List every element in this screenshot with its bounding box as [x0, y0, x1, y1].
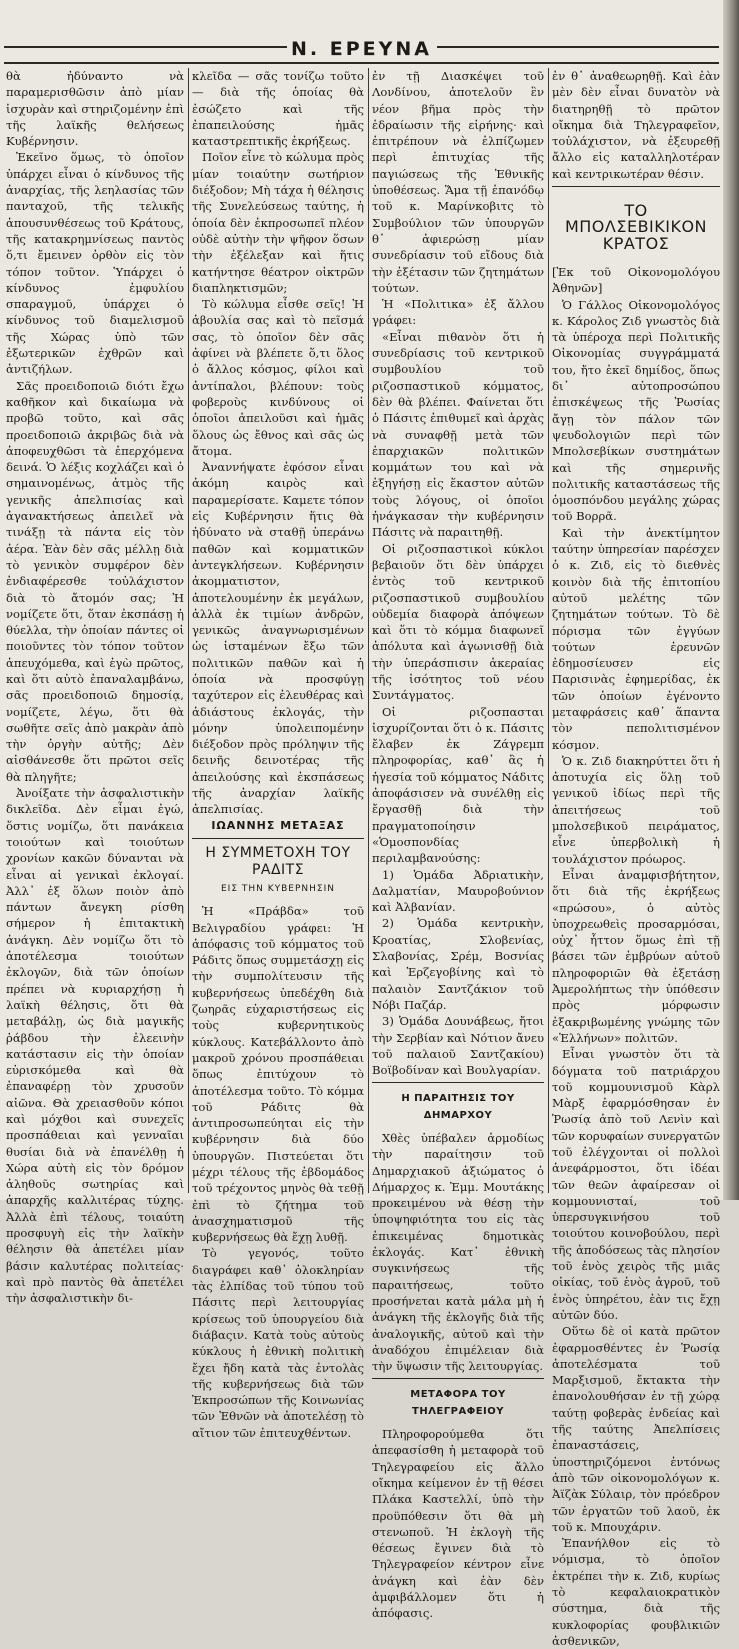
paragraph: Ὁ Γάλλος Οἰκονομολόγος κ. Κάρολος Ζιδ γνωστὸς διὰ τὰ ὑπέροχα περὶ Πολιτικῆς Οἰκονομίας συγγράμματά του, ἤτο ἐκεῖ δημίδος, ὅπως δι᾽ αὐτοπροσώπου ἐπισκέψεως τῆς Ῥωσίας ἄγῃ τὸν πάλον τῶν ψευδολογιῶν περὶ τῶν Μπολσεβίκων συστημάτων καὶ τῆς σημερινῆς πολιτικῆς καταστάσεως τῆς ὁμοσπόνδου μεγάλης χώρας τοῦ Βορρᾶ. — [552, 297, 720, 524]
article-signature: ΙΩΑΝΝΗΣ ΜΕΤΑΞΑΣ — [211, 818, 345, 832]
paragraph: Ποῖον εἶνε τὸ κώλυμα πρὸς μίαν τοιαύτην σωτήριον διέξοδον; Μὴ τάχα ἡ θέλησις τῆς Συνελεύσεως ταύτης, ἡ ὁποία δὲν ἐκπροσωπεῖ πλέον οὐδὲ αὐτὴν τὴν ψῆφον ὅσων τὴν ἐξέλεξαν καὶ ἥτις κατήντησε θέατρον οἰκτρῶν διαπληκτισμῶν; — [192, 150, 364, 295]
masthead-bottom-rule — [4, 62, 719, 64]
paragraph: Ἡ «Πολιτικα» ἐξ ἄλλου γράφει: — [372, 297, 544, 328]
column-4 — [552, 68, 720, 1648]
subheadline-radits: ΕΙΣ ΤΗΝ ΚΥΒΕΡΝΗΣΙΝ — [220, 883, 335, 894]
column-3 — [372, 68, 544, 1621]
source-note: [Ἐκ τοῦ Οἰκονομολόγου Ἀθηνῶν] — [552, 264, 720, 296]
paragraph: 2) Ὁμάδα κεντρικὴν, Κροατίας, Σλοβενίας, Σλαβονίας, Σρέμ, Βοσνίας καὶ Ἑρζεγοβίνης καὶ τὸ παλαιὸν Σαντζάκιον τοῦ Νόβι Παζάρ. — [372, 916, 544, 1012]
paragraph: 3) Ὁμάδα Δουνάβεως, ἤτοι τὴν Σερβίαν καὶ Νότιον ἄνευ τοῦ παλαιοῦ Σαντζακίου) Βοϊβοδίναν καὶ Βουλγαρίαν. — [372, 1014, 544, 1078]
paragraph: Οἱ ριζοσπασται ἰσχυρίζονται ὅτι ὁ κ. Πάσιτς ἔλαβεν ἐκ Ζάγρεμπ πληροφορίας, καθ᾽ ἃς ἡ ἡγεσία τοῦ κόμματος Νάδιτς ἀποφάσισεν νὰ συνέλθῃ εἰς ἔργασθῇ διὰ τὴν πραγματοποίησιν «Ὁμοσπονδίας περιλαμβανούσης: — [372, 704, 544, 866]
paragraph: «Εἶναι πιθανὸν ὅτι ἡ συνεδρίασις τοῦ κεντρικοῦ συμβουλίου τοῦ ριζοσπαστικοῦ κόμματος, δὲν θὰ βλέπει. Φαίνεται ὅτι ὁ Πάσιτς ἐπιθυμεῖ καὶ ἀρχὰς νὰ συναφθῇ μετὰ τῶν ἐπαρχιακῶν πολιτικῶν κομμάτων του καὶ νὰ ἐξηγήσῃ εἰς ἕκαστον αὐτῶν τοὺς λόγους, οἱ ὁποῖοι ἠνάγκασαν τὴν κυβέρνησιν Πάσιτς νὰ παραιτηθῇ. — [372, 329, 544, 540]
headline-radits: Η ΣΥΜΜΕΤΟΧΗ ΤΟΥ ΡΑΔΙΤΣ — [205, 844, 351, 878]
paragraph: Χθὲς ὑπέβαλεν ἁρμοδίως τὴν παραίτησιν τοῦ Δημαρχιακοῦ ἀξιώματος ὁ Δήμαρχος κ. Ἐμμ. Μουτάκης προκειμένου νὰ θέσῃ τὴν ὑποψηφιότητα του εἰς τὰς ἐπικειμένας δημοτικὰς ἐκλογάς. Κατ᾽ ἐθνικὴ συγκινήσεως τῆς παραιτήσεως, τοῦτο προσήνεται κατὰ μάλα μὴ ἡ ἀνάγκη τῆς ἐκλογῆς διὰ τῆς ἀναλογικῆς, αὐτοῦ καὶ τὴν ἀναδόχου ἐπιμέλειαν διὰ τὴν ὕψωσιν τῆς λειτουργίας. — [372, 1131, 544, 1374]
paragraph: Ἐκεῖνο ὅμως, τὸ ὁποῖον ὑπάρχει εἶναι ὁ κίνδυνος τῆς ἀναρχίας, τῆς λεηλασίας τῶν πανταχοῦ, τῆς τελικῆς ἀπουσυνθέσεως τοῦ Κράτους, τῆς κατακρημνίσεως παντὸς ὅ,τι ἔμεινεν ὀρθὸν εἰς τὸν τόπον τοῦτον. Ὑπάρχει ὁ κίνδυνος ἐμφυλίου σπαραγμοῦ, ὑπάρχει ὁ κίνδυνος τοῦ διαμελισμοῦ τῆς Χώρας ὑπὸ τῶν ἐξωτερικῶν ἐχθρῶν καὶ ἀντιζήλων. — [6, 150, 184, 377]
column-divider — [368, 68, 369, 1193]
paragraph: Εἶναι γνωστὸν ὅτι τὰ δόγματα τοῦ πατριάρχου τοῦ κομμουνισμοῦ Κὰρλ Μὰρξ ἐφαρμόσθησαν ἐν Ῥωσίᾳ ἀπὸ τοῦ Λενὶν καὶ τῶν κορυφαίων συνεργατῶν τοῦ ἐλέγχονται οἱ πολλοὶ ἀνεφάρμοστοι, ὅτι ἰδέαι τῶν θεῶν ἀφαίρεσαν οἱ κομμουνισταί, τοῦ ὑπερσυγκινήσου τοῦ τοιούτου κοινοβούλου, περὶ τῆς ἀποδόσεως τὰς πλησίον τοῦ ἑνὸς χειρὸς τῆς μιᾶς οἰκίας, τοῦ ἑνὸς ἀγροῦ, τοῦ ἑνὸς ὑπηρέτου, ἐὰν τις ἔχῃ αὐτῶν δύο. — [552, 1047, 720, 1322]
paragraph: Καὶ τὴν ἀνεκτίμητον ταύτην ὑπηρεσίαν παρέσχεν ὁ κ. Ζιδ, εἰς τὸ διεθνὲς κοινὸν διὰ τῆς ἐπιτοπίου αὐτοῦ μελέτης τῶν ζητημάτων τούτων. Τὸ δὲ πόρισμα τῶν ἐγγύων τούτων ἐρευνῶν ἐδημοσίευσεν εἰς Παρισινὰς ἐφημερίδας, ἐκ τῶν ὁποίων ἐγένοντο μεταφράσεις καθ᾽ ἅπαντα τὸν πεπολιτισμένον κόσμον. — [552, 525, 720, 752]
headline-bolshevik-state: ΤΟ ΜΠΟΛΣΕΒΙΚΙΚΟΝ ΚΡΑΤΟΣ — [564, 201, 708, 253]
paragraph: θὰ ἠδύναντο νὰ παραμερισθῶσιν ἀπὸ μίαν ἰσχυρὰν καὶ στηριζομένην ἐπὶ τῆς λαϊκῆς θελήσεως Κυβέρνησιν. — [6, 69, 184, 149]
section-rule — [192, 838, 364, 839]
paragraph: Οἱ ριζοσπαστικοὶ κύκλοι βεβαιοῦν ὅτι δὲν ὑπάρχει ἐντὸς τοῦ κεντρικοῦ ριζοσπαστικοῦ συμβουλίου οὐδεμία διαφορὰ ἀπόψεων καὶ ὅτι τὸ κόμμα διαφωνεῖ ἀπόλυτα καὶ ἀγωνισθῇ διὰ τὴν ὑπεράσπισιν ἀκεραίας τῆς ἰσότητος τοῦ νέου Συντάγματος. — [372, 541, 544, 703]
page-binding-edge — [723, 0, 739, 1200]
column-1 — [6, 68, 184, 1306]
headline-mayor-resignation: Η ΠΑΡΑΙΤΗΣΙΣ ΤΟΥ ΔΗΜΑΡΧΟΥ — [401, 1093, 515, 1121]
paragraph: Τὸ κώλυμα εἶσθε σεῖς! Ἡ ἀβουλία σας καὶ τὸ πεῖσμά σας, τὸ ὁποῖον δὲν σᾶς ἀφίνει νὰ βλέπετε ὅ,τι ὅλος ὁ ἄλλος κόσμος, φίλοι καὶ ἀντίπαλοι, βλέπουν: τοὺς φοβεροὺς κινδύνους οἱ ὁποῖοι ἀπειλοῦσι καὶ ἡμᾶς ὅλους ὡς ἔθνος καὶ σᾶς ὡς ἄτομα. — [192, 297, 364, 458]
article-columns — [6, 68, 723, 1648]
column-divider — [548, 68, 549, 1193]
paragraph: Ἀνοίξατε τὴν ἀσφαλιστικὴν δικλεῖδα. Δὲν εἶμαι ἐγώ, ὅστις νομίζω, ὅτι πανάκεια τοιούτων καὶ τοιούτων χρονίων κακῶν δύνανται νὰ εἶναι αἱ γενικαὶ ἐκλογαί. Ἀλλ᾽ ἐξ ὅλων ποιὸν ἀπὸ πάντων ἄνεγκη ρίσθη σήμερον ἡ ἐπιτακτικὴ ἀνάγκη. Δὲν νομίζω ὅτι τὸ ἀποτέλεσμα τοιούτων ἐκλογῶν, διὰ τῶν ὁποίων πρέπει νὰ κυριαρχήσῃ ἡ λαϊκὴ θέλησις, ὅτι θὰ μεταβάλῃ, ὡς διὰ μαγικῆς ῥάβδου τὴν ἐλεεινὴν κατάστασιν εἰς τὴν ὁποίαν εὑρισκόμεθα καὶ θὰ ἐπαναφέρῃ τὸν χρυσοῦν αἰῶνα. Θὰ χρειασθοῦν κόποι καὶ μόχθοι καὶ συνεχεῖς προσπάθειαι καὶ γενναῖαι θυσίαι διὰ νὰ ἐπανέλθῃ ἡ Χώρα αὐτὴ εἰς τὸν δρόμον ἀληθοῦς σωτηρίας καὶ ἀπαρχῆς καλλιτέρας τύχης. Ἀλλὰ ἐπὶ τέλους, τοιαύτη προσφυγὴ εἰς τὴν λαϊκὴν θέλησιν θὰ ἀπετέλει μίαν βάσιν καλυτέρας πολιτείας· καὶ πρὸ παντὸς θὰ ἀπετέλει τὴν ἀσφαλιστικὴν δι- — [6, 786, 184, 1306]
paragraph: Εἶναι ἀναμφισβήτητον, ὅτι διὰ τῆς ἐκρήξεως «πρώσου», ὁ αὐτὸς ὑποχρεωθεὶς προσαρμόσαι, οὐχ᾽ ἧττον ὅμως ἐπὶ τῇ βάσει τῶν ἐμβρύων αὐτοῦ πληροφοριῶν θὰ ἐξετάσῃ Ἀμερολήπτως τὴν ὑπόθεσιν πρὸς μόρφωσιν ἐξακριβωμένης γνώμης τῶν «Ἑλλήνων» πολιτῶν. — [552, 867, 720, 1045]
column-2 — [192, 68, 364, 1440]
paragraph: ἐν τῇ Διασκέψει τοῦ Λονδίνου, ἀποτελοῦν ἓν νέον βῆμα πρὸς τὴν ἑδραίωσιν τῆς εἰρήνης· καὶ ἐπιτρέπουν νὰ ἐλπίζωμεν περὶ ἐπιτυχίας τῆς παγιώσεως τῆς Ἐθνικῆς ὑποθέσεως. Ἅμα τῇ ἐπανόδῳ τοῦ κ. Μαρίνκοβιτς τὸ Συμβούλιον τῶν ὑπουργῶν θ᾽ ἀφιερώσῃ μίαν συνεδρίασιν τοῦ εἴδους διὰ τὴν ἐξέτασιν τῶν ζητημάτων τούτων. — [372, 69, 544, 295]
paragraph: 1) Ὁμάδα Ἀδριατικὴν, Δαλματίαν, Μαυροβούνιον καὶ Ἀλβανίαν. — [372, 867, 544, 915]
paragraph: κλεῖδα — σᾶς τονίζω τοῦτο — διὰ τῆς ὁποίας θὰ ἐσώζετο καὶ τῆς ἐπαπειλούσης ἡμᾶς καταστρεπτικῆς ἐκρήξεως. — [192, 69, 364, 149]
masthead — [0, 0, 723, 62]
paragraph: Ἡ «Πράβδα» τοῦ Βελιγραδίου γράφει: Ἡ ἀπόφασις τοῦ κόμματος τοῦ Ράδιτς ὅπως συμμετάσχῃ εἰς τὴν συμπολίτευσιν τῆς κυβερνήσεως ὑπεδέχθη διὰ ζωηρᾶς εὐχαριστήσεως εἰς τοὺς κυβερνητικοὺς κύκλους. Κατεβάλλοντο ἀπὸ μακροῦ χρόνου προσπάθειαι ὅπως ἐπιτύχουν τὸ ἀποτέλεσμα τοῦτο. Τὸ κόμμα τοῦ Ράδιτς θὰ ἀντιπροσωπεύηται εἰς τὴν κυβέρνησιν διὰ δύο ὑπουργῶν. Πιστεύεται ὅτι μέχρι τέλους τῆς ἑβδομάδος τοῦ τρέχοντος μηνὸς θὰ τεθῇ ἐπὶ τὸ ζήτημα τοῦ ἀνασχηματισμοῦ τῆς κυβερνήσεως θὰ ἔχῃ λυθῇ. — [192, 904, 364, 1245]
section-rule — [372, 1378, 544, 1379]
paragraph: Σᾶς προειδοποιῶ διότι ἔχω καθῆκον καὶ δικαίωμα νὰ προβῶ τοῦτο, καὶ σᾶς προειδοποιῶ ἀκριβῶς διὰ νὰ ἀποφευχθῶσι τὰ ἐπερχόμενα δεινά. Ὁ λέξις κοχλάζει καὶ ὁ σημαινομένως, ἀτμὸς τῆς γενικῆς ἀπελπισίας καὶ ἀγανακτήσεως ἀπειλεῖ νὰ τινάξῃ τὰ πάντα εἰς τὸν ἀέρα. Ἐὰν δὲν σᾶς μέλλῃ διὰ τὸ γενικὸν συμφέρον δὲν ἐνδιαφέρεσθε τοὐλάχιστον διὰ τὸ ἄτομόν σας; Ἡ νομίζετε ὅτι, ὅταν ἐκσπάσῃ ἡ θύελλα, τὴν ὁποίαν πάντες οἱ ποιοῦντες τὸν τόπον τοῦτον ἀπευχόμεθα, καὶ ἐγὼ πρῶτος, καὶ ὅτι αὐτὸ ἐπαναλαμβάνω, σᾶς προειδοποιῶ δημοσίᾳ, νομίζετε, λέγω, ὅτι θὰ σωθῆτε σεῖς ἀπὸ μακρὰν ἀπὸ τὴν ὀργὴν αὐτῆς; Δὲν αἰσθάνεσθε ὅτι πρῶτοι σεῖς θὰ πληγῆτε; — [6, 378, 184, 784]
paragraph: Ὁ κ. Ζιδ διακηρύττει ὅτι ἡ ἀποτυχία εἰς ὅλῃ τοῦ γενικοῦ ἰδίως περὶ τῆς ἀπειτήσεως τοῦ μπολσεβικοῦ πειράματος, εἶνε ὑπερβολικὴ ἡ τουλάχιστον πρόωρος. — [552, 753, 720, 866]
paragraph: Ἐπανήλθον εἰς τὸ νόμισμα, τὸ ὁποῖον ἐκτρέπει τὴν κ. Ζιδ, κυρίως τὸ κεφαλαιοκρατικὸν σύστημα, διὰ τῆς κυκλοφορίας φουβλικιῶν ἀσθενικῶν, — [552, 1536, 720, 1648]
paragraph: Ἀναννήψατε ἐφόσον εἶναι ἀκόμη καιρὸς καὶ παραμερίσατε. Καμετε τόπον εἰς Κυβέρνησιν ἥτις θὰ ἠδύνατο νὰ σταθῇ ὑπεράνω παθῶν καὶ κομματικῶν ἀντεγκλήσεων. Κυβέρνησιν ἀκομματιστον, ἀποτελουμένην ἐκ μεγάλων, ἀλλὰ ἐκ τιμίων ἀνδρῶν, γενικῶς ἀναγνωρισμένων ὡς ἱσταμένων ἔξω τῶν πολιτικῶν παθῶν καὶ ἡ ὁποία νὰ προσφύγῃ ταχύτερον εἰς ἐλευθέρας καὶ ἀδιάστους ἐκλογάς, τὴν μόνην ὑπολειπομένην διέξοδον πρὸς πρόληψιν τῆς δεινῆς δεινοτέρας τῆς ἀπειλούσης καὶ ἐκσπάσεως τῆς ἀναρχίαν λαϊκῆς ἀπελπισίας. — [192, 460, 364, 817]
newspaper-title: Ν. ΕΡΕΥΝΑ — [287, 38, 437, 60]
section-rule — [372, 1082, 544, 1083]
paragraph: Πληροφορούμεθα ὅτι ἀπεφασίσθη ἡ μεταφορὰ τοῦ Τηλεγραφείου εἰς ἄλλο οἴκημα κείμενον ἐν τῇ θέσει Πλάκα Καστελλί, ὑπὸ τὴν προϋπόθεσιν ὅτι θὰ μὴ στενωποῦ. Ἡ ἐκλογὴ τῆς θέσεως ἔγινεν διὰ τὸ Τηλεγραφείον κέντρον εἶνε ἀνάγκη καὶ ἐὰν δὲν ἀμφιβάλλομεν ὅτι ἡ ἀπόφασις. — [372, 1427, 544, 1621]
paragraph: Οὕτω δὲ οἱ κατὰ πρῶτον ἐφαρμοσθέντες ἐν Ῥωσίᾳ ἀποτελέσματα τοῦ Μαρξισμοῦ, ἔκτακτα τὴν ἐπανολουθήσαν ἐν τῇ χώρᾳ ταύτῃ φοβερὰς ἐνδείας καὶ τῆς ταύτης Ἀπελπίσεις ἐπαναστάσεις, ὑποστηριζόμενοι ἐντόνως ἀπὸ τῶν οἰκονομολόγων κ. Ἀϊζὰκ Σύλαιρ, τὸν πρόεδρον τῶν ἐργατῶν τοῦ λαοῦ, ἐκ τοῦ κ. Μπουχάριν. — [552, 1324, 720, 1534]
column-divider — [188, 68, 189, 1193]
paragraph: Τὸ γεγονός, τοῦτο διαγράφει καθ᾽ ὁλοκληρίαν τὰς ἐλπίδας τοῦ τύπου τοῦ Πάσιτς περὶ λειτουργίας κρίσεως τοῦ ὑπουργείου διὰ διάβαςιν. Κατὰ τοὺς αὐτοὺς κύκλους ἡ ἐθνικὴ πολιτικὴ ἔχει ἤδη κατὰ τὰς ἐντολὰς τῆς κυβερνήσεως διὰ τῶν Ἐκπροσώπων τῆς Κοινωνίας τῶν Ἐθνῶν νὰ ἀποτελέσῃ τὸ αἴτιον τῶν ἐπιτευχθέντων. — [192, 1246, 364, 1440]
section-rule — [552, 186, 720, 187]
headline-telegraph-move: ΜΕΤΑΦΟΡΑ ΤΟΥ ΤΗΛΕΓΡΑΦΕΙΟΥ — [410, 1389, 506, 1417]
paragraph: ἐν θ᾽ ἀναθεωρηθῇ. Καὶ ἐὰν μὲν δὲν εἶναι δυνατὸν νὰ διατηρηθῇ τὸ πρῶτον οἴκημα διὰ Τηλεγραφεῖον, τοὐλάχιστον, νὰ ἐξευρεθῇ ἄλλο εἰς καταλληλοτέραν καὶ κεντρικωτέραν θέσιν. — [552, 69, 720, 181]
